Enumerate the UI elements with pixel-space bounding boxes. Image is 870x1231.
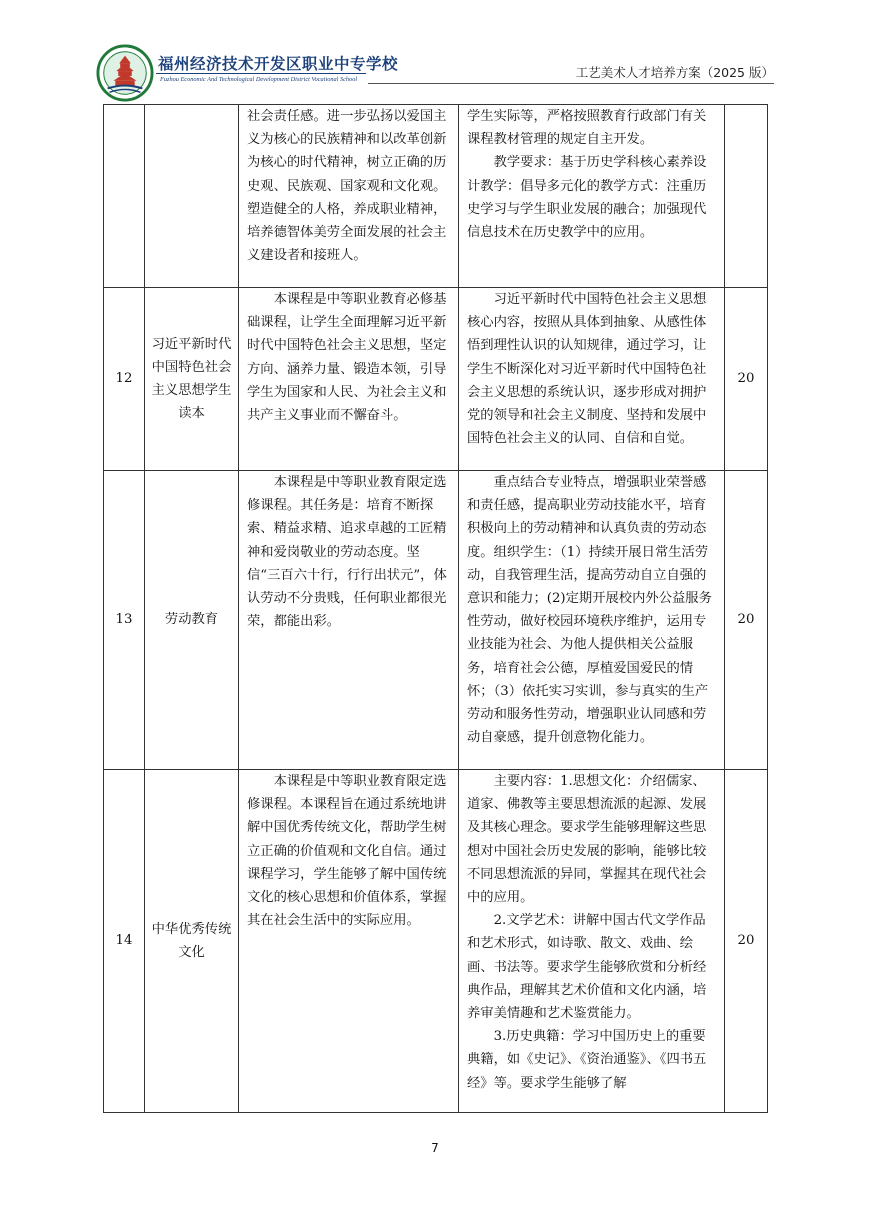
school-name-divider bbox=[156, 73, 366, 74]
course-requirement bbox=[459, 105, 725, 288]
course-hours: 20 bbox=[725, 288, 768, 471]
course-requirement bbox=[459, 471, 725, 770]
course-requirement bbox=[459, 288, 725, 471]
table-row bbox=[104, 471, 768, 770]
objective-text: 本课程是中等职业教育限定选修课程。其任务是：培育不断探索、精益求精、追求卓越的工匠精神和爱岗敬业的劳动态度。坚信“三百六十行，行行出状元”，体认劳动不分贵贱，任何职业都很光荣，都能出彩。 bbox=[247, 475, 447, 630]
course-number: 12 bbox=[104, 288, 145, 471]
requirement-text: 重点结合专业特点，增强职业荣誉感和责任感，提高职业劳动技能水平，培育积极向上的劳动精神和认真负责的劳动态度。组织学生：（1）持续开展日常生活劳动，自我管理生活，提高劳动自立自强的意识和能力；(2)定期开展校内外公益服务性劳动，做好校园环境秩序维护，运用专业技能为社会、为他人提供相关公益服务，培育社会公德，厚植爱国爱民的情怀；（3）依托实习实训，参与真实的生产劳动和服务性劳动，增强职业认同感和劳动自豪感，提升创意物化能力。 bbox=[467, 475, 712, 746]
requirement-text: 学生实际等，严格按照教育行政部门有关课程教材管理的规定自主开发。 bbox=[467, 109, 707, 148]
course-hours bbox=[725, 105, 768, 288]
table-row bbox=[104, 105, 768, 288]
requirement-text: 习近平新时代中国特色社会主义思想核心内容，按照从具体到抽象、从感性体悟到理性认识的认知规律，通过学习，让学生不断深化对习近平新时代中国特色社会主义思想的系统认识，逐步形成对拥护党的领导和社会主义制度、坚持和发展中国特色社会主义的认同、自信和自觉。 bbox=[467, 292, 707, 447]
course-requirement bbox=[459, 770, 725, 1113]
course-name-text: 劳动教育 bbox=[164, 612, 219, 628]
course-name bbox=[145, 105, 239, 288]
course-objective bbox=[239, 471, 459, 770]
course-objective bbox=[239, 288, 459, 471]
header-rule bbox=[368, 83, 774, 84]
school-name-cn: 福州经济技术开发区职业中专学校 bbox=[158, 55, 399, 73]
course-name bbox=[145, 288, 239, 471]
objective-text: 本课程是中等职业教育必修基础课程，让学生全面理解习近平新时代中国特色社会主义思想，坚定方向、涵养力量、锻造本领，引导学生为国家和人民、为社会主义和共产主义事业而不懈奋斗。 bbox=[247, 292, 447, 424]
course-objective bbox=[239, 770, 459, 1113]
table-row bbox=[104, 770, 768, 1113]
school-name-en: Fuzhou Economic And Technological Development District Vocational School bbox=[160, 76, 358, 83]
course-name-text: 中华优秀传统文化 bbox=[151, 921, 232, 960]
school-emblem-icon bbox=[96, 44, 154, 102]
page-number: 7 bbox=[431, 1141, 439, 1155]
course-number: 14 bbox=[104, 770, 145, 1113]
course-number bbox=[104, 105, 145, 288]
requirement-text: 主要内容：1.思想文化：介绍儒家、道家、佛教等主要思想流派的起源、发展及其核心理念。要求学生能够理解这些思想对中国社会历史发展的影响，能够比较不同思想流派的异同，掌握其在现代社会中的应用。 bbox=[467, 774, 707, 906]
course-hours: 20 bbox=[725, 471, 768, 770]
course-name bbox=[145, 770, 239, 1113]
course-table bbox=[103, 104, 768, 1113]
course-hours: 20 bbox=[725, 770, 768, 1113]
page-header bbox=[96, 40, 774, 102]
requirement-text: 2.文学艺术：讲解中国古代文学作品和艺术形式，如诗歌、散文、戏曲、绘画、书法等。要求学生能够欣赏和分析经典作品，理解其艺术价值和文化内涵，培养审美情趣和艺术鉴赏能力。 bbox=[467, 913, 707, 1022]
course-name-text: 习近平新时代中国特色社会主义思想学生读本 bbox=[151, 336, 232, 422]
document-title: 工艺美术人才培养方案（2025 版） bbox=[575, 65, 774, 80]
objective-text: 社会责任感。进一步弘扬以爱国主义为核心的民族精神和以改革创新为核心的时代精神，树立正确的历史观、民族观、国家观和文化观。塑造健全的人格，养成职业精神，培养德智体美劳全面发展的社会主义建设者和接班人。 bbox=[247, 109, 447, 264]
course-name bbox=[145, 471, 239, 770]
objective-text: 本课程是中等职业教育限定选修课程。本课程旨在通过系统地讲解中国优秀传统文化，帮助学生树立正确的价值观和文化自信。通过课程学习，学生能够了解中国传统文化的核心思想和价值体系，掌握其在社会生活中的实际应用。 bbox=[247, 774, 447, 929]
requirement-text: 3.历史典籍：学习中国历史上的重要典籍，如《史记》、《资治通鉴》、《四书五经》等。要求学生能够了解 bbox=[467, 1029, 707, 1091]
course-objective bbox=[239, 105, 459, 288]
requirement-text: 教学要求：基于历史学科核心素养设计教学：倡导多元化的教学方式：注重历史学习与学生职业发展的融合；加强现代信息技术在历史教学中的应用。 bbox=[467, 155, 707, 241]
table-row bbox=[104, 288, 768, 471]
course-number: 13 bbox=[104, 471, 145, 770]
